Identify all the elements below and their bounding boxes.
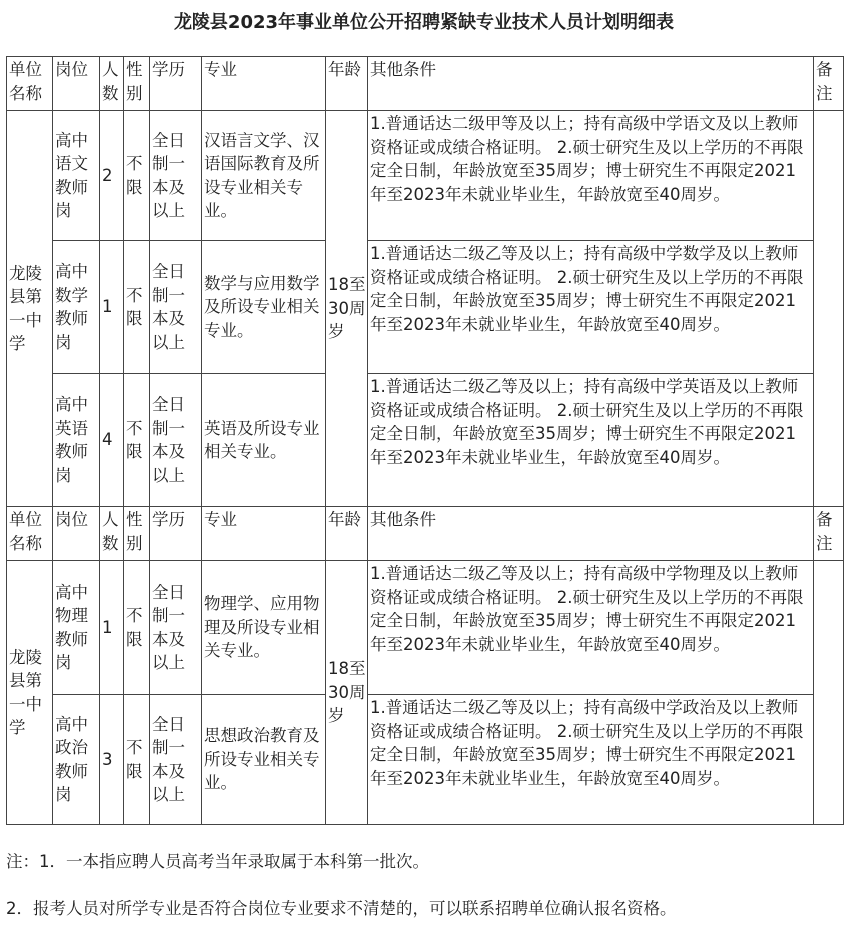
header-other: 其他条件: [368, 57, 814, 111]
header-other: 其他条件: [368, 507, 814, 561]
major-cell: 思想政治教育及所设专业相关专业。: [202, 695, 326, 825]
note-1: 注：1．一本指应聘人员高考当年录取属于本科第一批次。: [6, 852, 429, 871]
header-unit: 单位名称: [7, 57, 53, 111]
education-cell: 全日制一本及以上: [150, 695, 202, 825]
gender-cell: 不限: [124, 561, 150, 695]
header-count: 人数: [100, 507, 124, 561]
count-cell: 1: [100, 561, 124, 695]
header-age: 年龄: [326, 507, 368, 561]
gender-cell: 不限: [124, 111, 150, 241]
education-cell: 全日制一本及以上: [150, 374, 202, 507]
table-row: [7, 241, 844, 374]
header-count: 人数: [100, 57, 124, 111]
table-row: [7, 111, 844, 241]
education-cell: 全日制一本及以上: [150, 111, 202, 241]
header-education: 学历: [150, 57, 202, 111]
remark-cell: [814, 111, 844, 507]
header-remark: 备注: [814, 507, 844, 561]
header-gender: 性别: [124, 507, 150, 561]
count-cell: 2: [100, 111, 124, 241]
table-header-row: [7, 57, 844, 111]
table-row: [7, 561, 844, 695]
other-conditions-cell: 1.普通话达二级乙等及以上；持有高级中学数学及以上教师资格证或成绩合格证明。 2.硕士研究生及以上学历的不再限定全日制，年龄放宽至35周岁；博士研究生不再限定2021年至2023年未就业毕业生，年龄放宽至40周岁。: [368, 241, 814, 374]
header-major: 专业: [202, 57, 326, 111]
position-cell: 高中政治教师岗: [53, 695, 100, 825]
header-unit: 单位名称: [7, 507, 53, 561]
count-cell: 1: [100, 241, 124, 374]
table-header-row: [7, 507, 844, 561]
position-cell: 高中英语教师岗: [53, 374, 100, 507]
header-major: 专业: [202, 507, 326, 561]
gender-cell: 不限: [124, 241, 150, 374]
page-title: 龙陵县2023年事业单位公开招聘紧缺专业技术人员计划明细表: [173, 12, 675, 33]
remark-cell: [814, 561, 844, 825]
unit-cell: 龙陵县第一中学: [7, 111, 53, 507]
recruitment-table: [6, 56, 844, 825]
other-conditions-cell: 1.普通话达二级乙等及以上；持有高级中学英语及以上教师资格证或成绩合格证明。 2.硕士研究生及以上学历的不再限定全日制，年龄放宽至35周岁；博士研究生不再限定2021年至2023年未就业毕业生，年龄放宽至40周岁。: [368, 374, 814, 507]
age-cell: 18至30周岁: [326, 561, 368, 825]
header-position: 岗位: [53, 57, 100, 111]
major-cell: 汉语言文学、汉语国际教育及所设专业相关专业。: [202, 111, 326, 241]
position-cell: 高中数学教师岗: [53, 241, 100, 374]
major-cell: 数学与应用数学及所设专业相关专业。: [202, 241, 326, 374]
position-cell: 高中物理教师岗: [53, 561, 100, 695]
other-conditions-cell: 1.普通话达二级甲等及以上；持有高级中学语文及以上教师资格证或成绩合格证明。 2.硕士研究生及以上学历的不再限定全日制，年龄放宽至35周岁；博士研究生不再限定2021年至2023年未就业毕业生，年龄放宽至40周岁。: [368, 111, 814, 241]
other-conditions-cell: 1.普通话达二级乙等及以上；持有高级中学物理及以上教师资格证或成绩合格证明。 2.硕士研究生及以上学历的不再限定全日制，年龄放宽至35周岁；博士研究生不再限定2021年至2023年未就业毕业生，年龄放宽至40周岁。: [368, 561, 814, 695]
note-2: 2．报考人员对所学专业是否符合岗位专业要求不清楚的，可以联系招聘单位确认报名资格。: [6, 899, 677, 918]
education-cell: 全日制一本及以上: [150, 561, 202, 695]
gender-cell: 不限: [124, 374, 150, 507]
header-education: 学历: [150, 507, 202, 561]
unit-cell: 龙陵县第一中学: [7, 561, 53, 825]
other-conditions-cell: 1.普通话达二级乙等及以上；持有高级中学政治及以上教师资格证或成绩合格证明。 2.硕士研究生及以上学历的不再限定全日制，年龄放宽至35周岁；博士研究生不再限定2021年至2023年未就业毕业生，年龄放宽至40周岁。: [368, 695, 814, 825]
gender-cell: 不限: [124, 695, 150, 825]
header-age: 年龄: [326, 57, 368, 111]
education-cell: 全日制一本及以上: [150, 241, 202, 374]
count-cell: 4: [100, 374, 124, 507]
position-cell: 高中语文教师岗: [53, 111, 100, 241]
major-cell: 英语及所设专业相关专业。: [202, 374, 326, 507]
header-gender: 性别: [124, 57, 150, 111]
major-cell: 物理学、应用物理及所设专业相关专业。: [202, 561, 326, 695]
header-remark: 备注: [814, 57, 844, 111]
age-cell: 18至30周岁: [326, 111, 368, 507]
count-cell: 3: [100, 695, 124, 825]
header-position: 岗位: [53, 507, 100, 561]
table-row: [7, 695, 844, 825]
table-row: [7, 374, 844, 507]
